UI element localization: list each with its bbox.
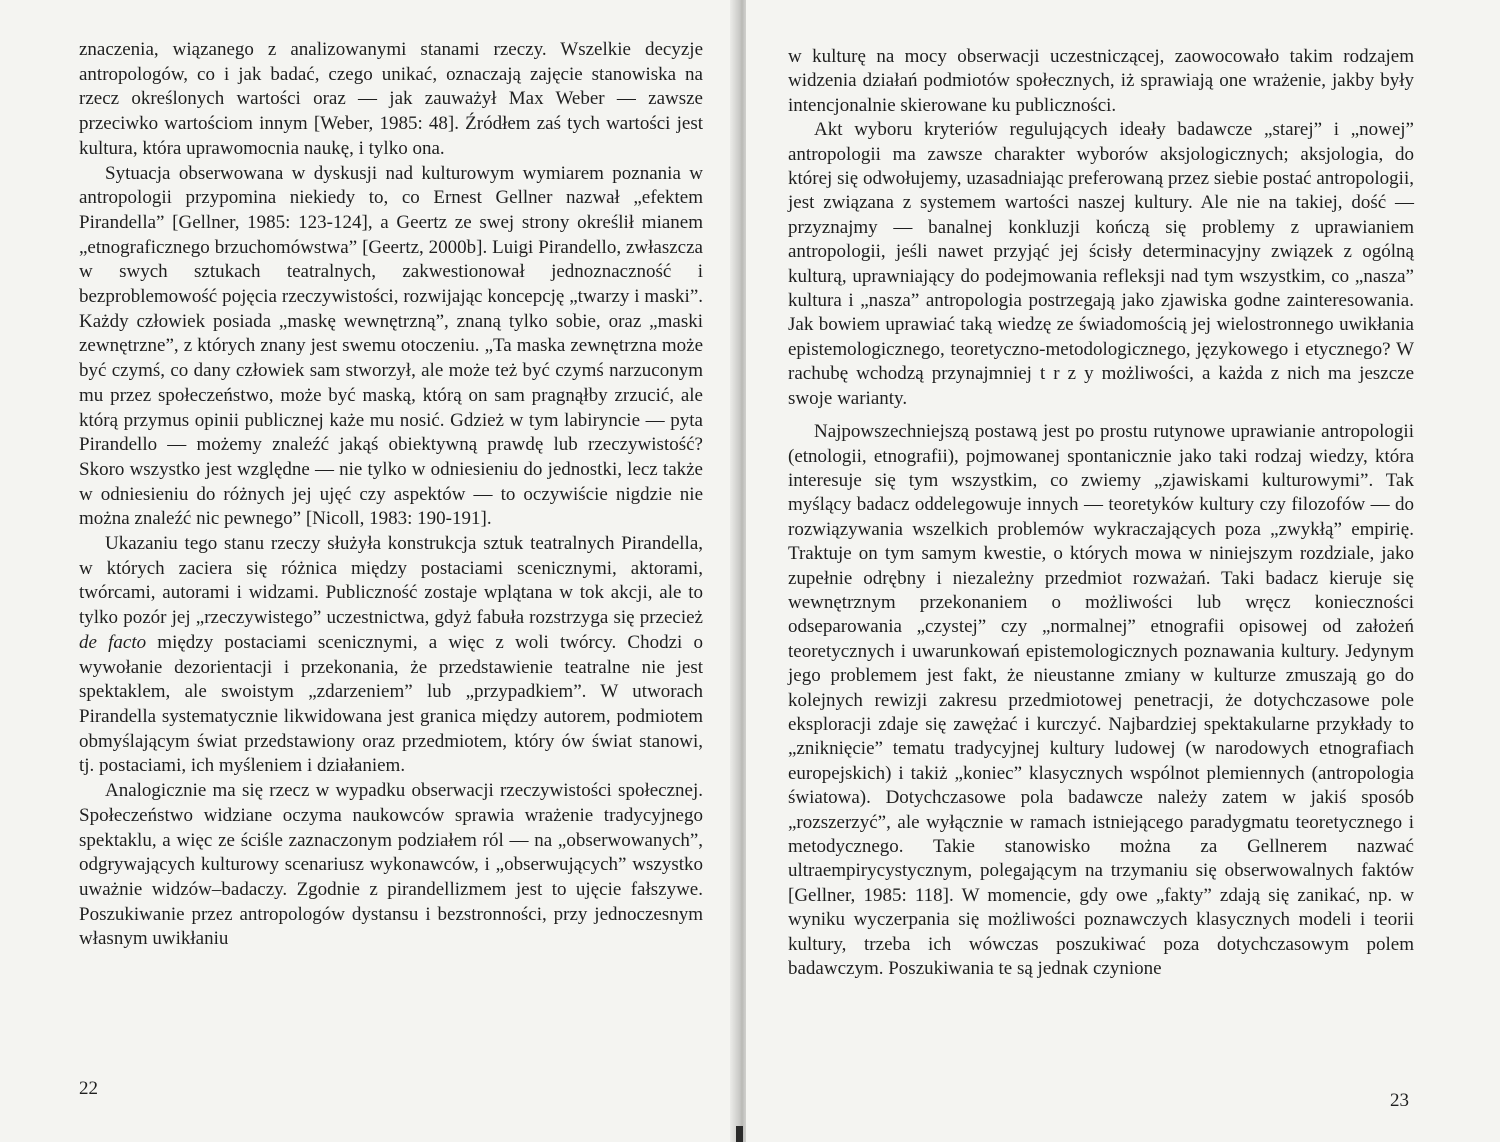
text-run: Analogicznie ma się rzecz w wypadku obserwacji rzeczywistości społecznej. Społeczeństwo widziane oczyma naukowców sprawia wrażenie tradycyjnego spektaklu, a więc ze ściśle zaznaczonym podziałem ról — na „obserwowanych”, odgrywających kulturowy scenariusz wykonawców, i „obserwujących” wszystko uważnie widzów–badaczy. Zgodnie z pirandellizmem jest to ujęcie fałszywe. Poszukiwanie przez antropologów dystansu i bezstronności, przy jednoczesnym własnym uwikłaniu [79, 780, 703, 950]
left-text-column [79, 38, 703, 952]
italic-text: de facto [79, 631, 147, 653]
left-page [0, 0, 738, 1142]
right-page [746, 0, 1500, 1142]
paragraph [79, 162, 703, 533]
text-run: między postaciami scenicznymi, a więc z woli twórcy. Chodzi o wywołanie dezorientacji i przekonania, że przedstawienie teatralne nie jest spektaklem, ale swoistym „zdarzeniem” lub „przypadkiem”. W utworach Pirandella systematycznie likwidowana jest granica między autorem, podmiotem obmyślającym świat przedstawiony oraz przedmiotem, który ów świat stanowi, tj. postaciami, ich myśleniem i działaniem. [79, 631, 703, 777]
text-run: Akt wyboru kryteriów regulujących ideały badawcze „starej” i „nowej” antropologii ma zawsze charakter wyborów aksjologicznych; aksjologia, do której się odwołujemy, uzasadniając preferowaną przez siebie postać antropologii, jest związana z systemem wartości naszej kultury. Ale nie na takiej, dość — przyznajmy — banalnej konkluzji kończą się problemy z uprawianiem antropologii, jeśli nawet przyjąć jej ścisły determinacyjny związek z ogólną kulturą, uprawniający do podejmowania refleksji nad tym wszystkim, co „nasza” kultura i „nasza” antropologia postrzegają jako zjawiska godne zainteresowania. Jak bowiem uprawiać taką wiedzę ze świadomością jej wielostronnego uwikłania epistemologicznego, teoretyczno-metodologicznego, językowego i etycznego? W rachubę wchodzą przynajmniej t r z y możliwości, a każda z nich ma jeszcze swoje warianty. [788, 119, 1414, 409]
text-run: znaczenia, wiązanego z analizowanymi stanami rzeczy. Wszelkie decyzje antropologów, co i jak badać, czego unikać, oznaczają zajęcie stanowiska na rzecz określonych wartości oraz — jak zauważył Max Weber — zawsze przeciwko wartościom innym [Weber, 1985: 48]. Źródłem zaś tych wartości jest kultura, która uprawomocnia naukę, i tylko ona. [79, 39, 703, 159]
text-run: Najpowszechniejszą postawą jest po prostu rutynowe uprawianie antropologii (etnologii, etnografii), pojmowanej spontanicznie jako taki rodzaj wiedzy, która interesuje się tym wszystkim, co zwiemy „zjawiskami kulturowymi”. Tak myślący badacz oddelegowuje innych — teoretyków kultury czy filozofów — do rozwiązywania wszelkich problemów wykraczających poza „zwykłą” empirię. Traktuje on tym samym kwestie, o których mowa w niniejszym rozdziale, jako zupełnie odrębny i niezależny przedmiot rozważań. Taki badacz kieruje się wewnętrznym przekonaniem o możliwości lub wręcz konieczności odseparowania „czystej” czy „normalnej” etnografii opisowej od założeń teoretycznych i uwarunkowań epistemologicznych poznawania kultury. Jedynym jego problemem jest fakt, że nieustanne zmiany w kulturze zmuszają go do kolejnych rewizji zakresu przedmiotowej penetracji, że dotychczasowe pole eksploracji zdaje się zawężać i kurczyć. Najbardziej spektakularne przykłady to „zniknięcie” tematu tradycyjnej kultury ludowej (w narodowych etnografiach europejskich) i takiż „koniec” klasycznych wspólnot plemiennych (antropologia światowa). Dotychczasowe pola badawcze należy zatem w jakiś sposób „rozszerzyć”, ale wyłącznie w ramach istniejącego paradygmatu teoretycznego i metodycznego. Takie stanowisko można za Gellnerem nazwać ultraempirycystycznym, polegającym na trzymaniu się obserwowalnych faktów [Gellner, 1985: 118]. W momencie, gdy owe „fakty” zdają się zanikać, np. w wyniku wyczerpania się możliwości poznawczych klasycznych modeli i teorii kultury, trzeba ich wówczas poszukiwać poza dotychczasowym polem badawczym. Poszukiwania te są jednak czynione [788, 421, 1414, 980]
right-text-column [788, 45, 1414, 981]
text-run: w kulturę na mocy obserwacji uczestniczącej, zaowocowało takim rodzajem widzenia działań podmiotów społecznych, iż sprawiają one wrażenie, jakby były intencjonalnie skierowane ku publiczności. [788, 46, 1414, 116]
page-number-left: 22 [79, 1078, 98, 1099]
paragraph [788, 45, 1414, 118]
text-run: Ukazaniu tego stanu rzeczy służyła konstrukcja sztuk teatralnych Pirandella, w których zaciera się różnica między postaciami scenicznymi, aktorami, twórcami, autorami i widzami. Publiczność zostaje wplątana w tok akcji, ale to tylko pozór jej „rzeczywistego” uczestnictwa, gdyż fabuła rozstrzyga się przecież [79, 533, 703, 629]
paragraph [79, 779, 703, 952]
paragraph [788, 420, 1414, 981]
text-run: Sytuacja obserwowana w dyskusji nad kulturowym wymiarem poznania w antropologii przypomina niekiedy to, co Ernest Gellner nazwał „efektem Pirandella” [Gellner, 1985: 123-124], a Geertz ze swej strony określił mianem „etnograficznego brzuchomówstwa” [Geertz, 2000b]. Luigi Pirandello, zwłaszcza w swych sztukach teatralnych, zakwestionował jednoznaczność i bezproblemowość pojęcia rzeczywistości, rozwijając koncepcję „twarzy i maski”. Każdy człowiek posiada „maskę wewnętrzną”, znaną tylko sobie, oraz „maski zewnętrzne”, z których znany jest swemu otoczeniu. „Ta maska zewnętrzna może być czymś, co dany człowiek sam stworzył, ale może też być czymś narzuconym mu przez społeczeństwo, może być maską, którą on sam pragnąłby zrzucić, ale którą przymus opinii publicznej każe mu nosić. Gdzież w tym labiryncie — pyta Pirandello — możemy znaleźć jakąś obiektywną prawdę lub rzeczywistość? Skoro wszystko jest względne — nie tylko w odniesieniu do jednostki, lecz także w odniesieniu do różnych jej ujęć czy aspektów — to oczywiście nigdzie nie można znaleźć nic pewnego” [Nicoll, 1983: 190-191]. [79, 162, 703, 530]
page-number-right: 23 [1390, 1090, 1409, 1111]
binding-mark [736, 1126, 743, 1142]
paragraph [79, 38, 703, 162]
paragraph [79, 532, 703, 779]
paragraph [788, 118, 1414, 411]
